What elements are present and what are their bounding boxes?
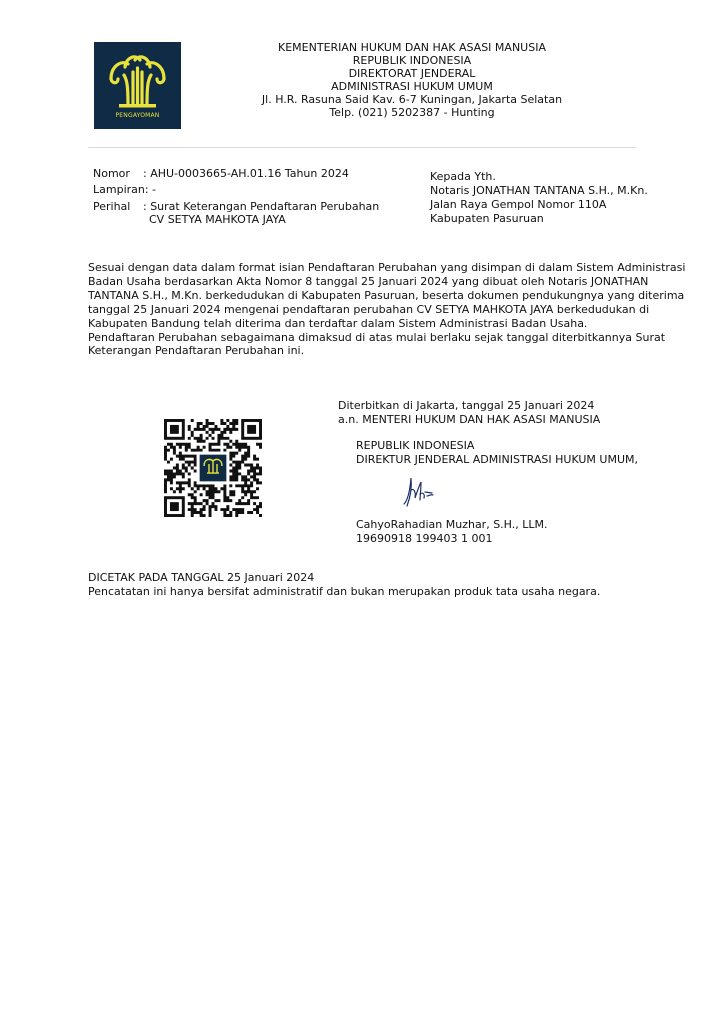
letterhead-line: DIREKTORAT JENDERAL: [348, 67, 476, 80]
recipient-address: [430, 170, 648, 226]
disclaimer: Pencatatan ini hanya bersifat administratif dan bukan merupakan produk tata usaha negara.: [88, 584, 601, 598]
letterhead: [240, 41, 584, 119]
signer-name: CahyoRahadian Muzhar, S.H., LLM.: [356, 518, 548, 531]
logo-text: PENGAYOMAN: [115, 112, 160, 119]
lampiran: Lampiran: -: [93, 183, 157, 196]
issued-place-date: Diterbitkan di Jakarta, tanggal 25 Januari 2024: [338, 399, 595, 412]
signer-nip: 19690918 199403 1 001: [356, 531, 493, 545]
letterhead-line: KEMENTERIAN HUKUM DAN HAK ASASI MANUSIA: [278, 41, 546, 54]
perihal-label: Perihal: [93, 200, 131, 213]
body-line: Sesuai dengan data dalam format isian Pendaftaran Perubahan yang disimpan di dalam Sistem Administrasi: [88, 261, 686, 274]
on-behalf-of: a.n. MENTERI HUKUM DAN HAK ASASI MANUSIA: [338, 412, 601, 426]
recipient-line: Kabupaten Pasuruan: [430, 212, 544, 225]
ministry-logo: [94, 42, 181, 129]
letterhead-line: REPUBLIK INDONESIA: [352, 54, 472, 67]
footer: [88, 571, 600, 598]
body-line: Keterangan Pendaftaran Perubahan ini.: [88, 344, 305, 358]
body-line: TANTANA S.H., M.Kn. berkedudukan di Kabupaten Pasuruan, beserta dokumen pendukungnya yang diterima: [88, 288, 685, 302]
perihal-value: : Surat Keterangan Pendaftaran Perubahan: [143, 200, 380, 213]
recipient-line: Jalan Raya Gempol Nomor 110A: [430, 198, 607, 211]
perihal-value-company: CV SETYA MAHKOTA JAYA: [149, 213, 286, 226]
qr-code-icon: [164, 419, 262, 517]
letter-body: [88, 261, 688, 358]
signature-block: [338, 399, 638, 545]
body-line: Kabupaten Bandung telah diterima dan terdaftar dalam Sistem Administrasi Badan Usaha.: [88, 316, 588, 330]
letterhead-address: Jl. H.R. Rasuna Said Kav. 6-7 Kuningan, Jakarta Selatan: [261, 93, 563, 106]
nomor-label: Nomor: [93, 167, 130, 180]
signature-icon: [398, 470, 442, 510]
nomor-value: : AHU-0003665-AH.01.16 Tahun 2024: [143, 167, 349, 180]
letterhead-phone: Telp. (021) 5202387 - Hunting: [329, 106, 495, 119]
recipient-line: Kepada Yth.: [430, 170, 496, 183]
signer-org-line: REPUBLIK INDONESIA: [356, 439, 475, 452]
signer-title: DIREKTUR JENDERAL ADMINISTRASI HUKUM UMUM,: [356, 452, 638, 466]
qr-code: [164, 419, 262, 517]
letterhead-line: ADMINISTRASI HUKUM UMUM: [331, 80, 493, 93]
body-line: Badan Usaha berdasarkan Akta Nomor 8 tanggal 25 Januari 2024 yang dibuat oleh Notaris JONATHAN: [88, 274, 649, 288]
header-divider: [88, 147, 636, 148]
body-line: tanggal 25 Januari 2024 mengenai pendaftaran perubahan CV SETYA MAHKOTA JAYA berkedudukan di: [88, 302, 650, 316]
body-line: Pendaftaran Perubahan sebagaimana dimaksud di atas mulai berlaku sejak tanggal diterbitkannya Surat: [88, 330, 666, 344]
printed-date: DICETAK PADA TANGGAL 25 Januari 2024: [88, 571, 315, 584]
recipient-line: Notaris JONATHAN TANTANA S.H., M.Kn.: [430, 184, 648, 197]
